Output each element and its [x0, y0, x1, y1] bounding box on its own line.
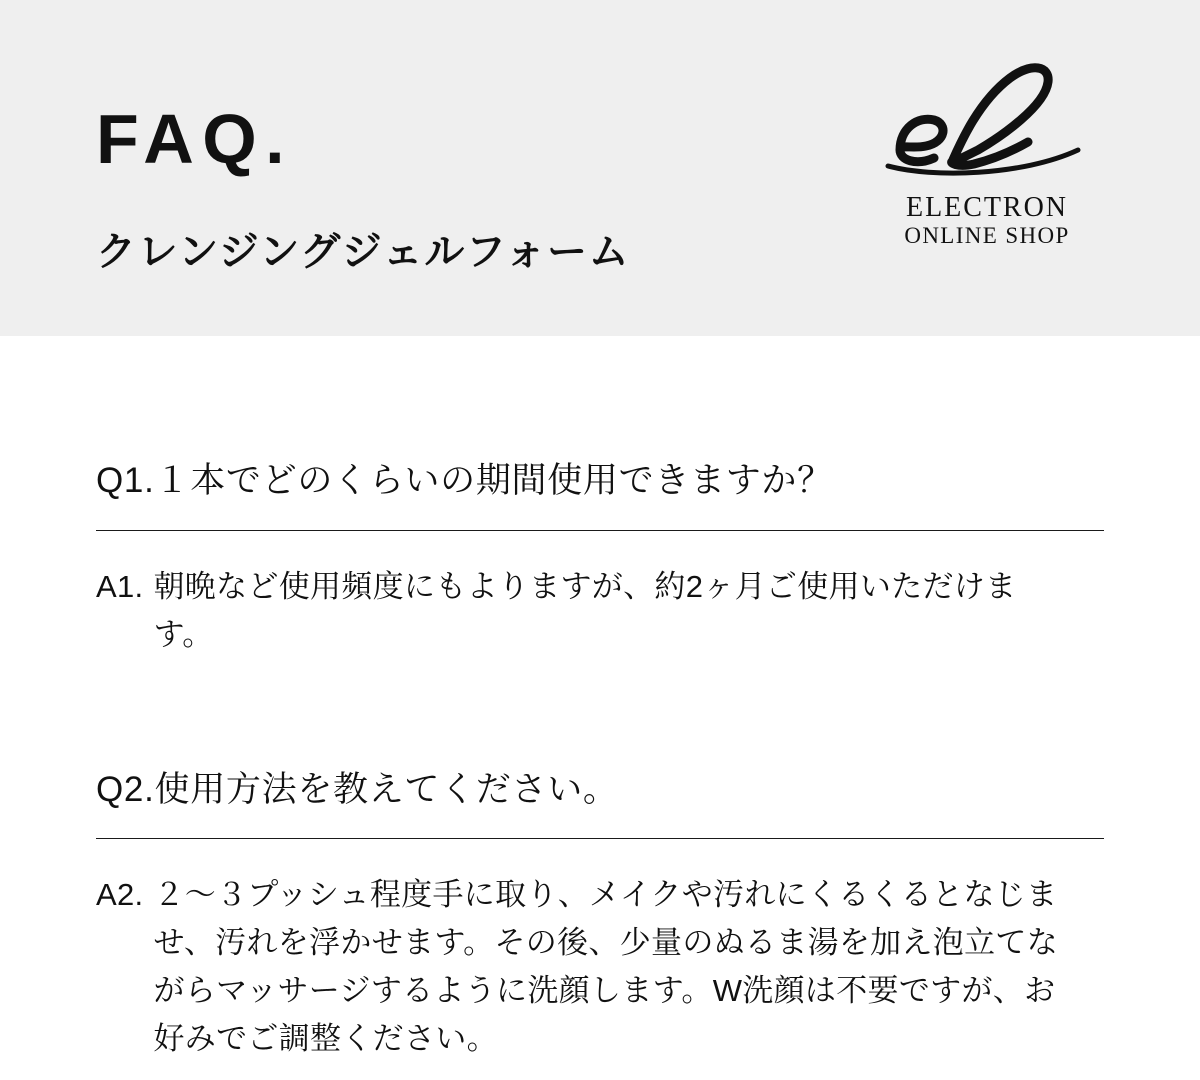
el-monogram-icon	[882, 58, 1092, 188]
page-title: FAQ.	[96, 100, 293, 178]
faq-answer-label: A2.	[96, 877, 144, 913]
faq-answer-text: 朝晩など使用頻度にもよりますが、約2ヶ月ご使用いただけます。	[153, 568, 1017, 652]
faq-list	[0, 336, 1200, 1063]
brand-name: ELECTRON	[906, 192, 1068, 223]
faq-divider	[96, 530, 1104, 531]
faq-divider	[96, 838, 1104, 839]
faq-item	[96, 659, 1104, 1064]
faq-answer	[96, 563, 1104, 659]
faq-item	[96, 336, 1104, 659]
page-header	[0, 0, 1200, 336]
page-subtitle: クレンジングジェルフォーム	[96, 230, 631, 274]
faq-question: Q2.使用方法を教えてください。	[96, 769, 619, 809]
faq-question: Q1.１本でどのくらいの期間使用できますか？	[96, 461, 833, 500]
brand-subtitle: ONLINE SHOP	[904, 223, 1070, 249]
faq-answer-label: A1.	[96, 568, 144, 604]
faq-answer-text: ２〜３プッシュ程度手に取り、メイクや汚れにくるくるとなじませ、汚れを浮かせます。その後、少量のぬるま湯を加え泡立てながらマッサージするように洗顔します。W洗顔は不要ですが、お好みでご調整ください。	[153, 877, 1059, 1057]
brand-logo	[882, 58, 1092, 250]
faq-answer	[96, 871, 1104, 1063]
